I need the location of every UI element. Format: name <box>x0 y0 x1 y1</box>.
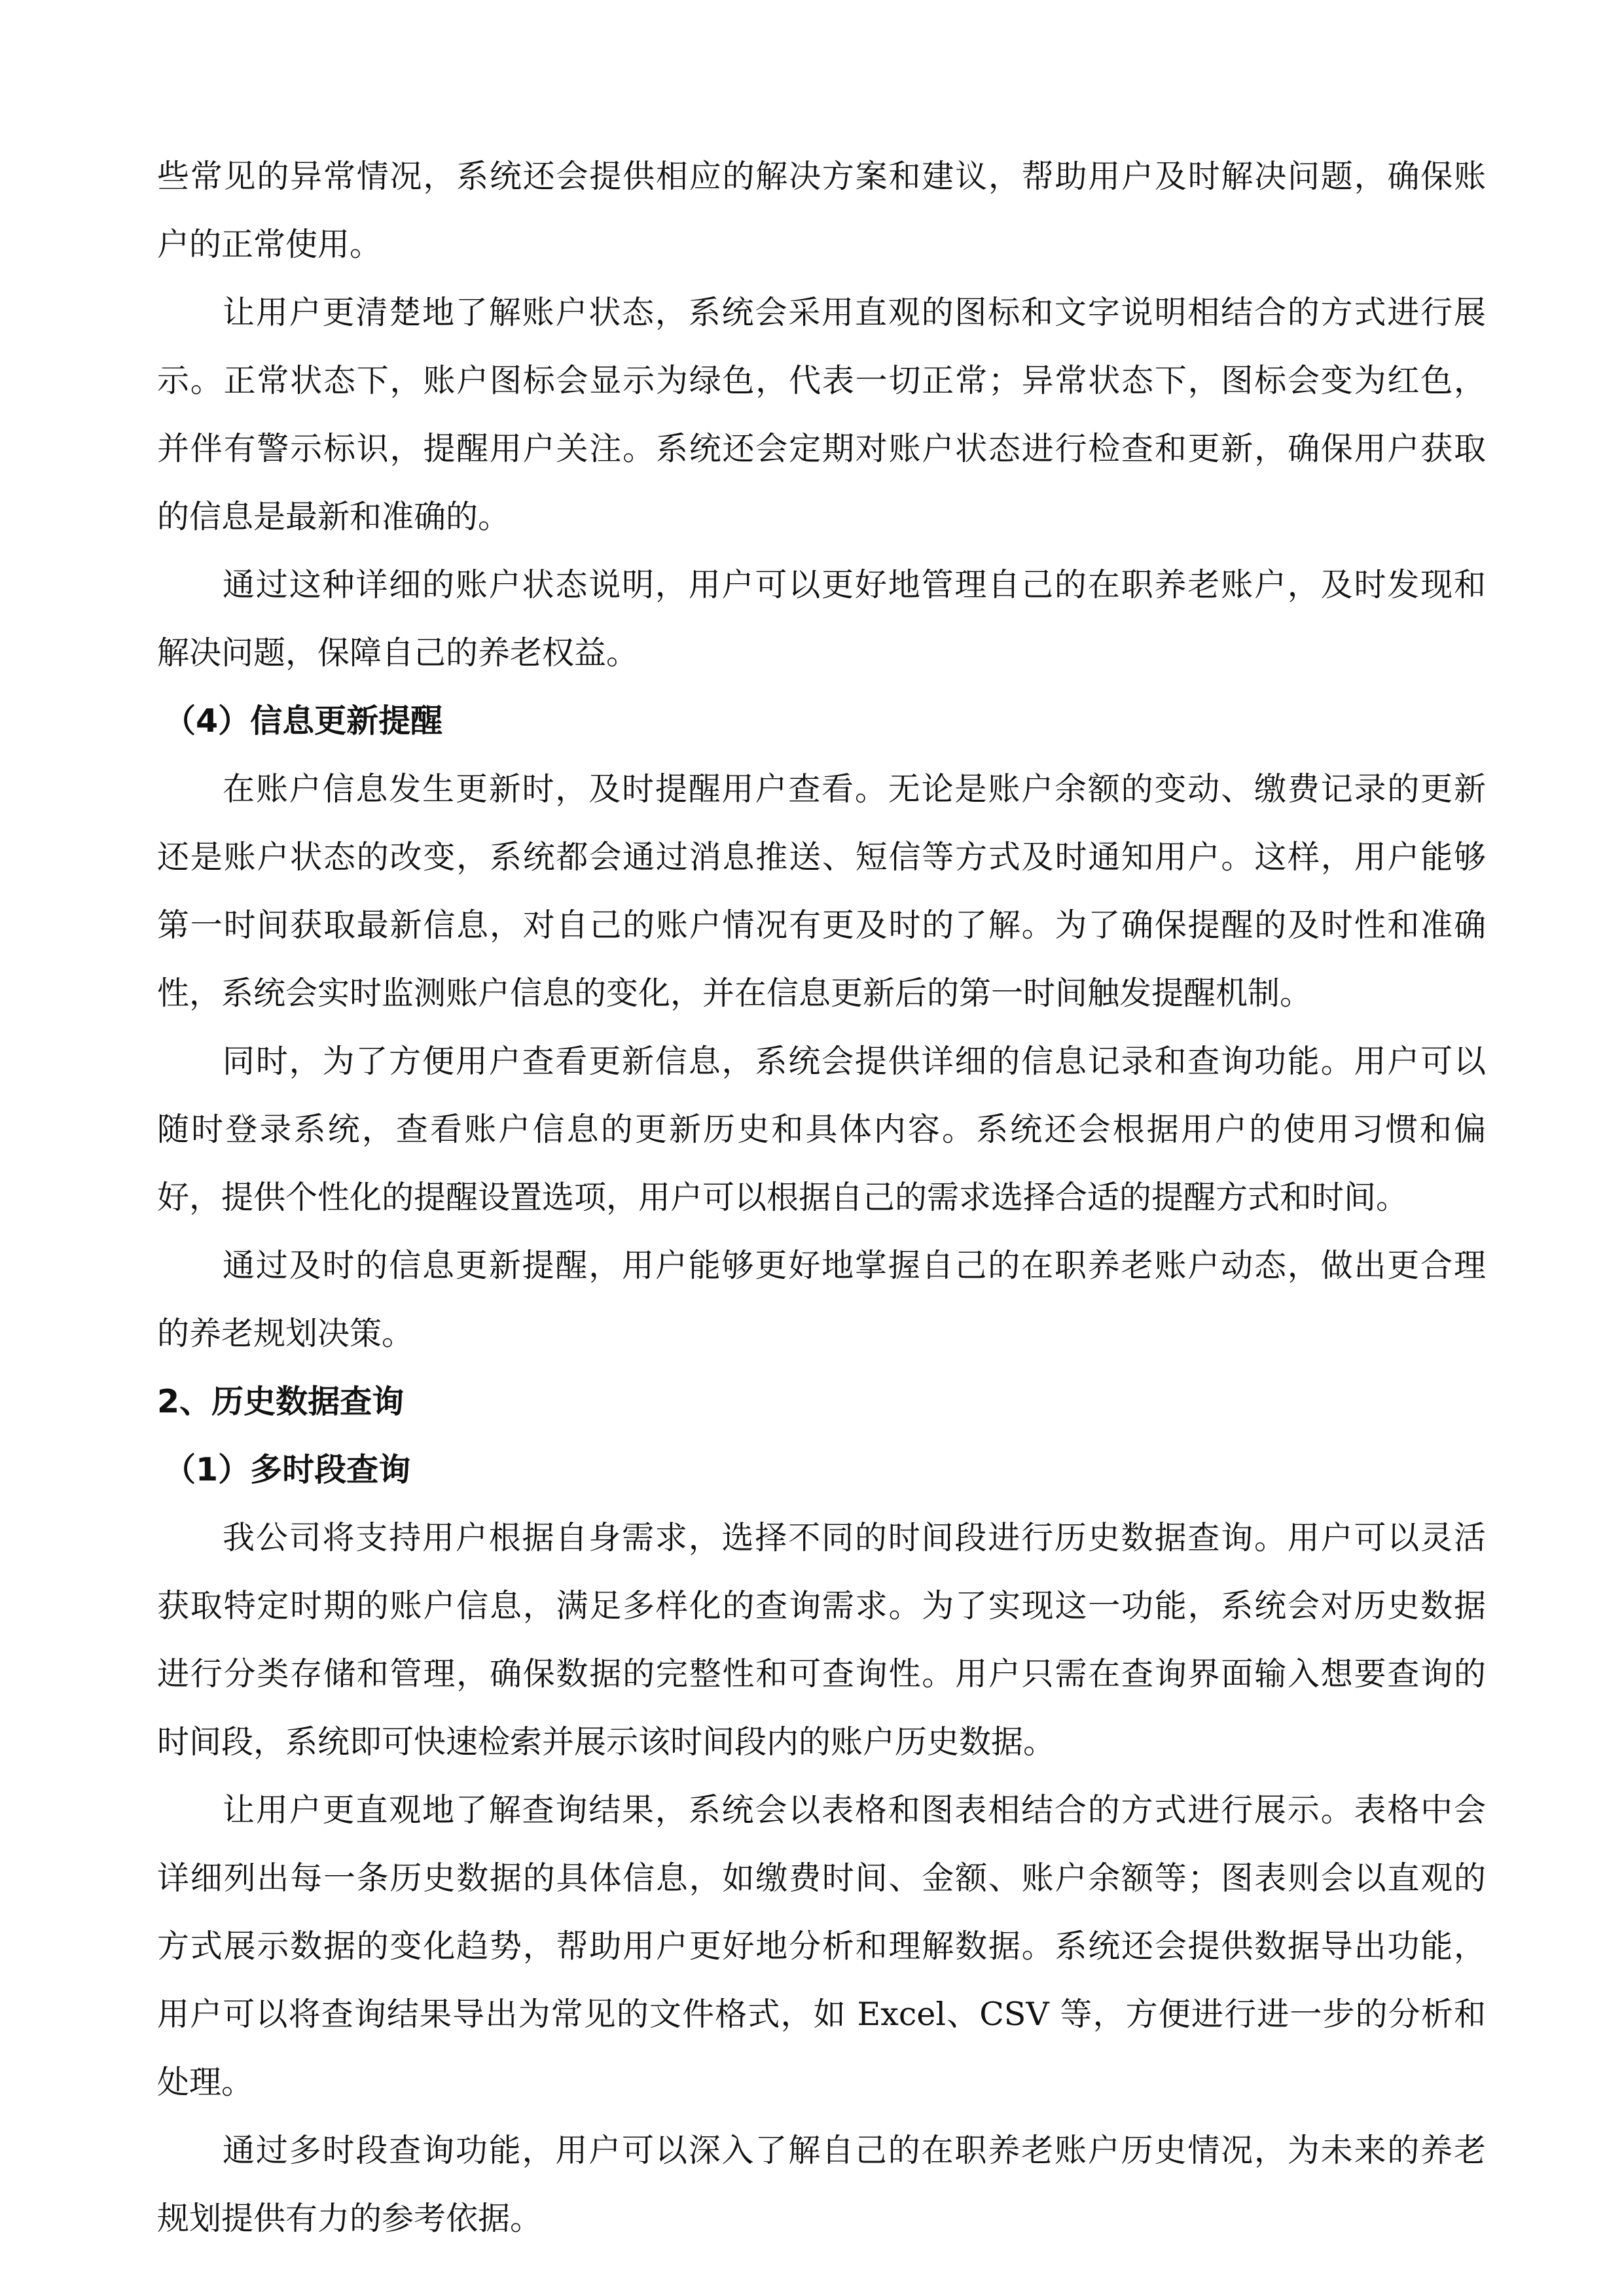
paragraph <box>157 1504 1486 1776</box>
paragraph <box>157 2117 1486 2253</box>
text-line: 第一时间获取最新信息，对自己的账户情况有更及时的了解。为了确保提醒的及时性和准确 <box>157 906 1486 944</box>
text-line: 同时，为了方便用户查看更新信息，系统会提供详细的信息记录和查询功能。用户可以 <box>223 1043 1486 1080</box>
text-line: 随时登录系统，查看账户信息的更新历史和具体内容。系统还会根据用户的使用习惯和偏 <box>157 1111 1486 1148</box>
section-heading: （4）信息更新提醒 <box>164 702 443 740</box>
text-line: 方式展示数据的变化趋势，帮助用户更好地分析和理解数据。系统还会提供数据导出功能， <box>157 1928 1486 1965</box>
text-line: 进行分类存储和管理，确保数据的完整性和可查询性。用户只需在查询界面输入想要查询的 <box>157 1655 1486 1693</box>
section-heading: （1）多时段查询 <box>164 1451 411 1488</box>
text-line: 通过这种详细的账户状态说明，用户可以更好地管理自己的在职养老账户，及时发现和 <box>223 566 1486 603</box>
section-heading: 2、历史数据查询 <box>157 1383 405 1420</box>
text-line: 用户可以将查询结果导出为常见的文件格式，如 Excel、CSV 等，方便进行进一步的分析和 <box>157 1996 1486 2033</box>
text-line: 解决问题，保障自己的养老权益。 <box>157 634 639 672</box>
text-line: 还是账户状态的改变，系统都会通过消息推送、短信等方式及时通知用户。这样，用户能够 <box>157 838 1486 876</box>
paragraph <box>157 143 1486 279</box>
text-line: 在账户信息发生更新时，及时提醒用户查看。无论是账户余额的变动、缴费记录的更新 <box>223 770 1486 808</box>
text-line: 让用户更直观地了解查询结果，系统会以表格和图表相结合的方式进行展示。表格中会 <box>223 1791 1486 1829</box>
text-line: 时间段，系统即可快速检索并展示该时间段内的账户历史数据。 <box>157 1723 1056 1761</box>
paragraph <box>157 1028 1486 1232</box>
paragraph <box>157 755 1486 1028</box>
text-line: 通过及时的信息更新提醒，用户能够更好地掌握自己的在职养老账户动态，做出更合理 <box>223 1247 1486 1284</box>
paragraph <box>157 551 1486 687</box>
paragraph <box>157 279 1486 551</box>
text-line: 示。正常状态下，账户图标会显示为绿色，代表一切正常；异常状态下，图标会变为红色， <box>157 362 1486 399</box>
paragraph <box>157 1232 1486 1368</box>
text-line: 性，系统会实时监测账户信息的变化，并在信息更新后的第一时间触发提醒机制。 <box>157 975 1312 1012</box>
text-line: 详细列出每一条历史数据的具体信息，如缴费时间、金额、账户余额等；图表则会以直观的 <box>157 1859 1486 1897</box>
text-line: 我公司将支持用户根据自身需求，选择不同的时间段进行历史数据查询。用户可以灵活 <box>223 1519 1486 1556</box>
text-line: 的养老规划决策。 <box>157 1315 414 1352</box>
text-line: 些常见的异常情况，系统还会提供相应的解决方案和建议，帮助用户及时解决问题，确保账 <box>157 158 1486 195</box>
text-line: 好，提供个性化的提醒设置选项，用户可以根据自己的需求选择合适的提醒方式和时间。 <box>157 1179 1409 1216</box>
text-line: 规划提供有力的参考依据。 <box>157 2200 543 2237</box>
text-line: 让用户更清楚地了解账户状态，系统会采用直观的图标和文字说明相结合的方式进行展 <box>223 294 1486 331</box>
text-line: 获取特定时期的账户信息，满足多样化的查询需求。为了实现这一功能，系统会对历史数据 <box>157 1587 1486 1624</box>
text-line: 并伴有警示标识，提醒用户关注。系统还会定期对账户状态进行检查和更新，确保用户获取 <box>157 430 1486 467</box>
text-line: 户的正常使用。 <box>157 226 382 263</box>
text-line: 通过多时段查询功能，用户可以深入了解自己的在职养老账户历史情况，为未来的养老 <box>223 2132 1486 2169</box>
paragraph <box>157 1776 1486 2117</box>
text-line: 的信息是最新和准确的。 <box>157 498 511 535</box>
document-page <box>157 143 1486 2253</box>
text-line: 处理。 <box>157 2064 254 2101</box>
